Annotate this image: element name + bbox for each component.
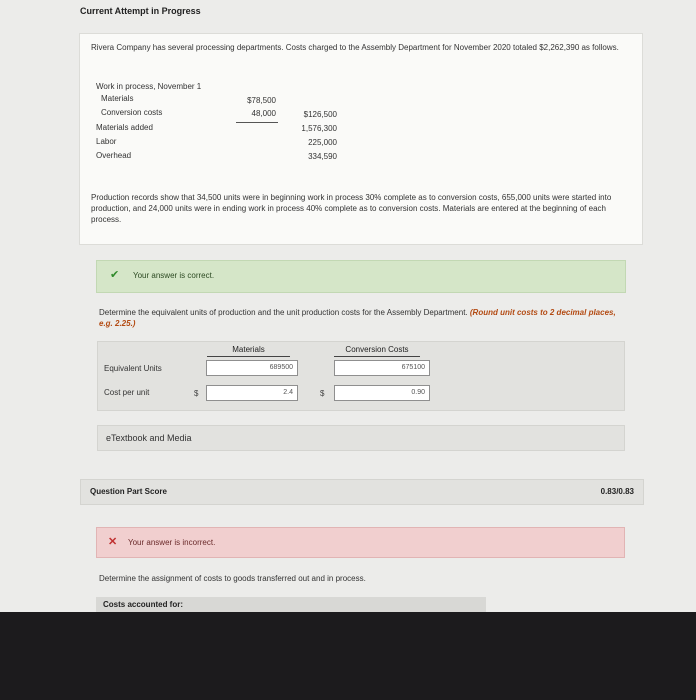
costs-accounted-label: Costs accounted for: <box>103 600 184 609</box>
cost-materials-input[interactable]: 2.4 <box>206 385 298 401</box>
currency-materials: $ <box>194 389 199 398</box>
problem-card <box>79 33 643 245</box>
equiv-materials-input[interactable]: 689500 <box>206 360 298 376</box>
line-materials-label: Materials <box>101 94 134 103</box>
col-conversion-header: Conversion Costs <box>345 345 409 354</box>
part2-instruction: Determine the assignment of costs to goods transferred out and in process. <box>99 574 366 583</box>
score-label: Question Part Score <box>90 487 167 496</box>
etextbook-bar[interactable] <box>97 425 625 451</box>
col-conversion-rule <box>334 356 420 357</box>
attempt-header: Current Attempt in Progress <box>80 6 201 16</box>
problem-intro: Rivera Company has several processing departments. Costs charged to the Assembly Department for November 2020 totaled $2,262,390 as follows. <box>91 43 619 52</box>
cost-conversion-input[interactable]: 0.90 <box>334 385 430 401</box>
incorrect-status: Your answer is incorrect. <box>128 538 216 547</box>
production-records: Production records show that 34,500 units were in beginning work in process 30% complete as to conversion costs, 655,000 units were started into production, and 24,000 units were in ending work in process 40% complete as to conversion costs. Materials are entered at the beginning of each process. <box>91 193 612 224</box>
line-overhead-label: Overhead <box>96 151 132 160</box>
wip-label: Work in process, November 1 <box>96 82 202 91</box>
row-cost-per-unit: Cost per unit <box>104 388 150 397</box>
subtotal-underline <box>236 122 278 123</box>
line-conversion-col2: $126,500 <box>303 110 337 119</box>
score-value: 0.83/0.83 <box>600 487 634 496</box>
costs-accounted-row <box>96 597 486 612</box>
line-materials-added-label: Materials added <box>96 123 153 132</box>
line-materials-added-col2: 1,576,300 <box>301 124 337 133</box>
line-materials-col1: $78,500 <box>247 96 276 105</box>
part-score-bar <box>80 479 644 505</box>
correct-status: Your answer is correct. <box>133 271 215 280</box>
row-equivalent-units: Equivalent Units <box>104 364 162 373</box>
currency-conversion: $ <box>320 389 325 398</box>
cross-icon: ✕ <box>108 536 118 548</box>
part1-instruction <box>99 307 629 329</box>
line-labor-col2: 225,000 <box>308 138 337 147</box>
col-materials-header: Materials <box>232 345 265 354</box>
etextbook-link[interactable]: eTextbook and Media <box>106 433 192 443</box>
correct-banner <box>96 260 626 293</box>
incorrect-banner <box>96 527 625 558</box>
col-materials-rule <box>207 356 290 357</box>
equiv-conversion-input[interactable]: 675100 <box>334 360 430 376</box>
rounding-hint: (Round unit costs to 2 decimal places, e.g. 2.25.) <box>99 308 616 328</box>
line-conversion-label: Conversion costs <box>101 108 163 117</box>
line-overhead-col2: 334,590 <box>308 152 337 161</box>
line-conversion-col1: 48,000 <box>251 109 276 118</box>
checkmark-icon: ✔ <box>110 269 120 281</box>
line-labor-label: Labor <box>96 137 117 146</box>
part1-instruction-text: Determine the equivalent units of production and the unit production costs for the Assembly Department. <box>99 308 468 317</box>
